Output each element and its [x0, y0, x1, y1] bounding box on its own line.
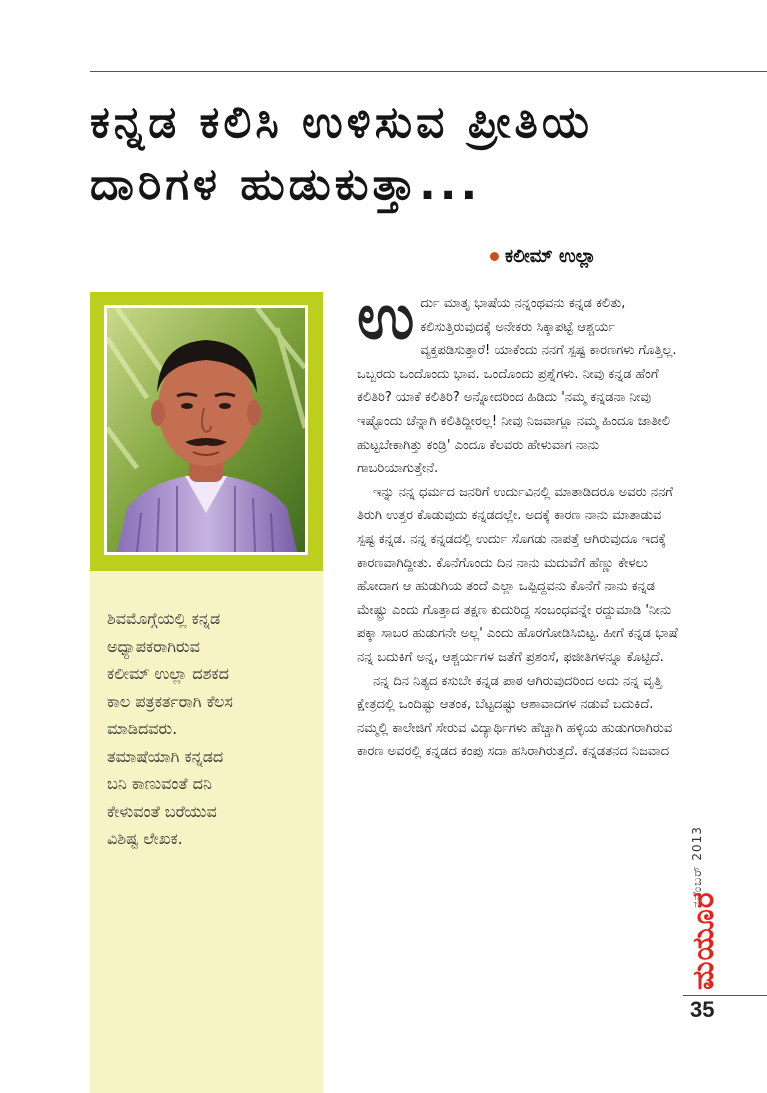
bio-line: ಕೇಳುವಂತೆ ಬರೆಯುವ — [107, 801, 217, 821]
bio-line: ಬನಿ ಕಾಣುವಂತೆ ದನಿ — [107, 774, 212, 793]
author-byline — [490, 246, 596, 267]
drop-cap: ಉ — [357, 280, 415, 353]
author-portrait-image — [107, 308, 305, 552]
bio-line: ಅಧ್ಯಾಪಕರಾಗಿರುವ — [107, 636, 200, 656]
page-number: 35 — [690, 997, 715, 1022]
article-body — [357, 280, 683, 764]
article-paragraph-2: ಇನ್ನು ನನ್ನ ಧರ್ಮದ ಜನರಿಗೆ ಉರ್ದುವಿನಲ್ಲಿ ಮಾತಾಡಿದರೂ ಅವರು ನನಗೆ ತಿರುಗಿ ಉತ್ತರ ಕೊಡುವುದು ಕನ್ನಡದಲ್ಲೇ. ಅದಕ್ಕೆ ಕಾರಣ ನಾನು ಮಾತಾಡುವ ಸ್ಪಷ್ಟ ಕನ್ನಡ. ನನ್ನ ಕನ್ನಡದಲ್ಲಿ ಉರ್ದು ಸೊಗಡು ನಾಪತ್ತೆ ಆಗಿರುವುದೂ ಇದಕ್ಕೆ ಕಾರಣವಾಗಿದ್ದೀತು. ಕೊನೆಗೊಂದು ದಿನ ನಾನು ಮದುವೆಗೆ ಹೆಣ್ಣು ಕೇಳಲು ಹೋದಾಗ ಆ ಹುಡುಗಿಯ ತಂದೆ ಎಲ್ಲಾ ಒಪ್ಪಿದ್ದವನು ಕೊನೆಗೆ ನಾನು ಕನ್ನಡ ಮೇಷ್ಟ್ರು ಎಂದು ಗೊತ್ತಾದ ತಕ್ಷಣ ಕುದುರಿದ್ದ ಸಂಬಂಧವನ್ನೇ ರದ್ದುಮಾಡಿ 'ನೀನು ಪಕ್ಕಾ ಸಾಬರ ಹುಡುಗನೇ ಅಲ್ಲ' ಎಂದು ಹೊರಗೋಡಿಸಿಬಿಟ್ಟ. ಹೀಗೆ ಕನ್ನಡ ಭಾಷೆ ನನ್ನ ಬದುಕಿಗೆ ಅನ್ನ, ಆಶ್ಚರ್ಯಗಳ ಜತೆಗೆ ಪ್ರಶಂಸೆ, ಫಜೀತಿಗಳನ್ನೂ ಕೊಟ್ಟಿದೆ. — [357, 484, 678, 665]
top-divider — [90, 71, 767, 72]
bullet-icon — [490, 252, 499, 261]
bio-line: ಮಾಡಿದವರು. — [107, 719, 178, 738]
bio-line: ಶಿವಮೊಗ್ಗೆಯಲ್ಲಿ ಕನ್ನಡ — [107, 609, 221, 628]
article-paragraph-3: ನನ್ನ ದಿನ ನಿತ್ಯದ ಕಸುಬೇ ಕನ್ನಡ ಪಾಠ ಆಗಿರುವುದರಿಂದ ಅದು ನನ್ನ ವೃತ್ತಿ ಕ್ಷೇತ್ರದಲ್ಲಿ ಒಂದಿಷ್ಟು ಆತಂಕ, ಬೆಟ್ಟದಷ್ಟು ಆಶಾವಾದಗಳ ನಡುವೆ ಬದುಕಿದೆ. ನಮ್ಮಲ್ಲಿ ಕಾಲೇಜಿಗೆ ಸೇರುವ ವಿದ್ಯಾರ್ಥಿಗಳು ಹೆಚ್ಚಾಗಿ ಹಳ್ಳಿಯ ಹುಡುಗರಾಗಿರುವ ಕಾರಣ ಅವರಲ್ಲಿ ಕನ್ನಡದ ಕಂಪು ಸದಾ ಹಸಿರಾಗಿರುತ್ತದೆ. ಕನ್ನಡತನದ ನಿಜವಾದ — [357, 673, 673, 760]
paragraph-text: ರ್ದು ಮಾತೃ ಭಾಷೆಯ ನನ್ನಂಥವನು ಕನ್ನಡ ಕಲಿತು, ಕಲಿಸುತ್ತಿರುವುದಕ್ಕೆ ಅನೇಕರು ಸಿಕ್ಕಾಪಟ್ಟೆ ಆಶ್ಚರ್ಯ ವ್ಯಕ್ತಪಡಿಸುತ್ತಾರೆ! ಯಾಕೆಂದು ನನಗೆ ಸ್ಪಷ್ಟ ಕಾರಣಗಳು ಗೊತ್ತಿಲ್ಲ. ಒಬ್ಬರದು ಒಂದೊಂದು ಭಾವ. ಒಂದೊಂದು ಪ್ರಶ್ನೆಗಳು. ನೀವು ಕನ್ನಡ ಹೆಂಗೆ ಕಲಿತಿರಿ? ಯಾಕೆ ಕಲಿತಿರಿ? ಅನ್ನೋದರಿಂದ ಹಿಡಿದು 'ನಮ್ಮ ಕನ್ನಡನಾ ನೀವು ಇಷ್ಟೊಂದು ಚೆನ್ನಾಗಿ ಕಲಿತಿದ್ದೀರಲ್ಲ! ನೀವು ನಿಜವಾಗ್ಲೂ ನಮ್ಮ ಹಿಂದೂ ಜಾತೀಲಿ ಹುಟ್ಟಬೇಕಾಗಿತ್ತು ಕಂಡ್ರಿ' ಎಂದೂ ಕೆಲವರು ಹೇಳುವಾಗ ನಾನು ಗಾಬರಿಯಾಗುತ್ತೇನೆ. — [357, 296, 677, 477]
issue-date: ನವೆಂಬರ್ 2013 — [690, 826, 704, 908]
article-paragraph-1 — [357, 280, 683, 481]
title-line-2: ದಾರಿಗಳ ಹುಡುಕುತ್ತಾ... — [90, 159, 482, 210]
bio-line: ಕಲೀಮ್ ಉಲ್ಲಾ ದಶಕದ — [107, 664, 229, 683]
title-line-1: ಕನ್ನಡ ಕಲಿಸಿ ಉಳಿಸುವ ಪ್ರೀತಿಯ — [90, 97, 593, 148]
article-title — [90, 92, 730, 216]
author-photo — [104, 305, 308, 555]
author-bio — [107, 605, 312, 853]
author-name: ಕಲೀಮ್ ಉಲ್ಲಾ — [505, 246, 596, 267]
bio-line: ತಮಾಷೆಯಾಗಿ ಕನ್ನಡದ — [107, 746, 224, 766]
footer-divider — [683, 995, 767, 996]
bio-line: ವಿಶಿಷ್ಟ ಲೇಖಕ. — [107, 829, 183, 848]
magazine-logo: ಮಯೂರ — [686, 891, 721, 990]
bio-line: ಕಾಲ ಪತ್ರಕರ್ತರಾಗಿ ಕೆಲಸ — [107, 691, 233, 711]
